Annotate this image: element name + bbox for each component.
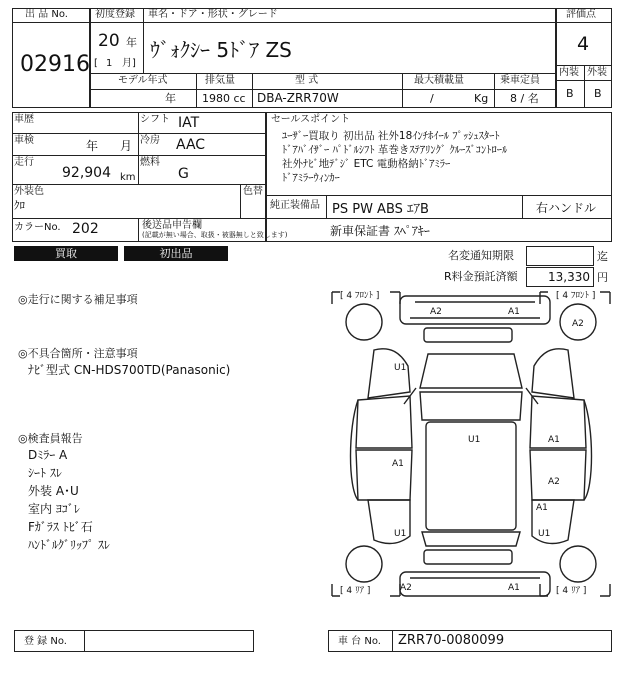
exterior-label: 外装 bbox=[587, 67, 607, 78]
defect-title: ◎不具合箇所・注意事項 bbox=[18, 347, 138, 360]
capacity-value: 8 / 名 bbox=[510, 92, 539, 105]
inspection-year: 年 bbox=[86, 139, 99, 153]
interior-label: 内装 bbox=[559, 67, 579, 78]
ac-label: 冷房 bbox=[140, 135, 160, 146]
mark-rear-fender-left: U1 bbox=[394, 529, 407, 539]
recycle-label: R料金預託済額 bbox=[444, 270, 518, 283]
mark-rear-door-right: A2 bbox=[548, 477, 560, 487]
color-no-label: カラーNo. bbox=[14, 222, 61, 233]
mark-rear-quarter-right: A1 bbox=[536, 503, 548, 513]
lot-number: 02916 bbox=[20, 52, 90, 77]
buy-tag: 買取 bbox=[14, 246, 118, 261]
corner-rear-right: [ 4 ﾘｱ ] bbox=[556, 586, 587, 596]
corner-rear-left: [ 4 ﾘｱ ] bbox=[340, 586, 371, 596]
exterior-grade: B bbox=[594, 87, 602, 100]
lot-label: 出 品 No. bbox=[25, 9, 68, 20]
inspector-line-5: Fｶﾞﾗｽ ﾄﾋﾞ石 bbox=[28, 520, 93, 534]
model-year-label: モデル年式 bbox=[118, 75, 168, 86]
score-label: 評価点 bbox=[566, 9, 596, 20]
reg-year-unit: 年 bbox=[126, 36, 137, 49]
fuel-label: 燃料 bbox=[140, 157, 160, 168]
max-load-value: / bbox=[430, 92, 434, 105]
reg-month-unit: 月] bbox=[122, 58, 136, 69]
recycle-value: 13,330 bbox=[548, 270, 590, 284]
mark-rear-door-left: A1 bbox=[392, 459, 404, 469]
sales-line-3: 社外ﾅﾋﾞ地ﾃﾞｼﾞ ETC 電動格納ﾄﾞｱﾐﾗｰ bbox=[282, 158, 451, 170]
score-value: 4 bbox=[577, 33, 590, 55]
warranty-value: 新車保証書 ｽﾍﾟｱｷｰ bbox=[330, 224, 430, 238]
reg-no-label: 登 録 No. bbox=[24, 636, 67, 647]
name-change-box bbox=[526, 246, 594, 266]
name-change-unit: 迄 bbox=[597, 250, 608, 263]
mark-front-door-right: A1 bbox=[548, 435, 560, 445]
driving-title: ◎走行に関する補足事項 bbox=[18, 293, 138, 306]
docs-note: (記載が無い場合、取扱・被器無しと致します) bbox=[142, 231, 288, 239]
handle-value: 右ハンドル bbox=[536, 201, 597, 215]
car-name: ｳﾞｫｸｼｰ 5ﾄﾞｱ ZS bbox=[150, 38, 292, 62]
sales-line-1: ﾕｰｻﾞｰ買取り 初出品 社外18ｲﾝﾁﾎｲｰﾙ ﾌﾟｯｼｭｽﾀｰﾄ bbox=[282, 130, 500, 142]
capacity-label: 乗車定員 bbox=[500, 75, 540, 86]
mark-front-bumper-right: A1 bbox=[508, 307, 520, 317]
inspection-month: 月 bbox=[120, 139, 133, 153]
fuel-value: G bbox=[178, 166, 189, 182]
mileage-value: 92,904 bbox=[62, 165, 111, 181]
inspector-line-3: 外装 A･U bbox=[28, 484, 79, 498]
mileage-label: 走行 bbox=[14, 157, 34, 168]
max-load-unit: Kg bbox=[474, 92, 489, 105]
inspector-line-4: 室内 ﾖｺﾞﾚ bbox=[28, 502, 80, 516]
chassis-label: 車 台 No. bbox=[338, 636, 381, 647]
docs-label: 後送品申告欄 bbox=[142, 220, 202, 231]
first-tag: 初出品 bbox=[124, 246, 228, 261]
displacement-label: 排気量 bbox=[205, 75, 235, 86]
mark-wheel-fr: A2 bbox=[572, 319, 584, 329]
inspection-label: 車検 bbox=[14, 135, 34, 146]
mark-rear-fender-right: U1 bbox=[538, 529, 551, 539]
shift-label: シフト bbox=[140, 114, 170, 125]
chassis-value: ZRR70-0080099 bbox=[398, 633, 505, 648]
equip-label: 純正装備品 bbox=[270, 200, 320, 211]
interior-grade: B bbox=[566, 87, 574, 100]
name-label: 車名・ドア・形状・グレード bbox=[148, 9, 278, 20]
defect-line-1: ﾅﾋﾞ型式 CN-HDS700TD(Panasonic) bbox=[28, 363, 231, 377]
max-load-label: 最大積載量 bbox=[414, 75, 464, 86]
color-no-value: 202 bbox=[72, 221, 99, 237]
corner-front-left: [ 4 ﾌﾛﾝﾄ ] bbox=[340, 291, 380, 301]
mark-rear-bumper-left: A2 bbox=[400, 583, 412, 593]
inspector-title: ◎検査員報告 bbox=[18, 432, 83, 445]
name-change-label: 名変通知期限 bbox=[448, 249, 514, 262]
sales-line-2: ﾄﾞｱﾊﾞｲｻﾞｰ ﾊﾟﾄﾞﾙｼﾌﾄ 革巻きｽﾃｱﾘﾝｸﾞ ｸﾙｰｽﾞｺﾝﾄﾛｰﾙ bbox=[282, 144, 508, 156]
mark-rear-bumper-right: A1 bbox=[508, 583, 520, 593]
reg-month: 1 bbox=[106, 58, 113, 69]
recycle-unit: 円 bbox=[597, 271, 608, 284]
shift-value: IAT bbox=[178, 115, 200, 131]
displacement-value: 1980 cc bbox=[202, 92, 246, 105]
reg-year: 20 bbox=[98, 31, 120, 51]
color-change-label: 色替 bbox=[243, 186, 263, 197]
inspector-line-6: ﾊﾝﾄﾞﾙｸﾞﾘｯﾌﾟ ｽﾚ bbox=[28, 538, 110, 552]
corner-front-right: [ 4 ﾌﾛﾝﾄ ] bbox=[556, 291, 596, 301]
ext-color-value: ｸﾛ bbox=[14, 199, 25, 212]
ext-color-label: 外装色 bbox=[14, 186, 44, 197]
ac-value: AAC bbox=[176, 137, 206, 153]
mark-front-bumper-left: A2 bbox=[430, 307, 442, 317]
reg-month-open: [ bbox=[94, 58, 98, 69]
mileage-unit: km bbox=[120, 172, 136, 183]
model-code: DBA-ZRR70W bbox=[257, 91, 339, 105]
first-reg-label: 初度登録 bbox=[95, 9, 135, 20]
history-label: 車歴 bbox=[14, 114, 34, 125]
mark-roof: U1 bbox=[468, 435, 481, 445]
inspector-line-2: ｼｰﾄ ｽﾚ bbox=[28, 466, 62, 480]
sales-label: セールスポイント bbox=[271, 114, 351, 125]
car-diagram bbox=[330, 288, 612, 600]
equip-value: PS PW ABS ｴｱB bbox=[332, 202, 429, 217]
inspector-line-1: Dﾐﾗｰ A bbox=[28, 448, 68, 462]
sales-line-4: ﾄﾞｱﾐﾗｰｳｨﾝｶｰ bbox=[282, 172, 340, 184]
mark-front-fender-left: U1 bbox=[394, 363, 407, 373]
type-label: 型 式 bbox=[295, 75, 319, 86]
model-year-unit: 年 bbox=[165, 92, 176, 105]
